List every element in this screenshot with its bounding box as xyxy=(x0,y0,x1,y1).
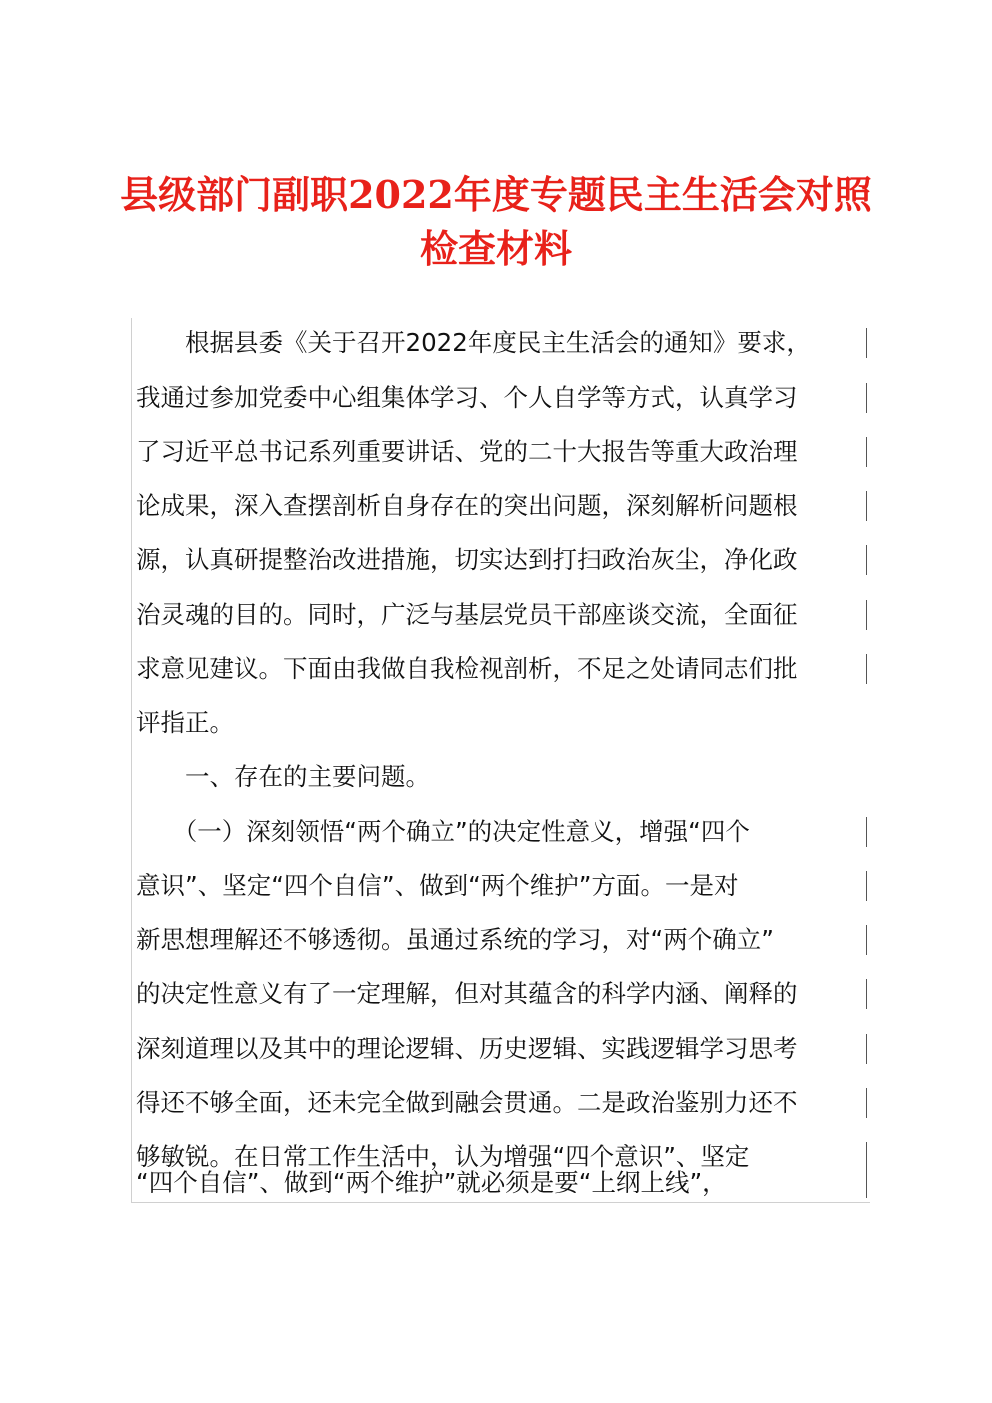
line-end-mark xyxy=(866,1034,867,1064)
document-title-line-1: 县级部门副职2022年度专题民主生活会对照 xyxy=(120,172,872,217)
body-line: 够敏锐。在日常工作生活中，认为增强“四个意识”、坚定 xyxy=(136,1142,750,1171)
body-line: 我通过参加党委中心组集体学习、个人自学等方式，认真学习 xyxy=(136,383,798,412)
line-end-mark xyxy=(866,545,867,575)
line-end-mark xyxy=(866,437,867,467)
body-line: 源，认真研提整治改进措施，切实达到打扫政治灰尘，净化政 xyxy=(136,545,798,574)
line-end-mark xyxy=(866,600,867,630)
line-end-mark xyxy=(866,979,867,1009)
body-line: “四个自信”、做到“两个维护”就必须是要“上纲上线”， xyxy=(136,1168,727,1197)
body-line: 了习近平总书记系列重要讲话、党的二十大报告等重大政治理 xyxy=(136,437,798,466)
line-end-mark xyxy=(866,1088,867,1118)
body-line: 论成果，深入查摆剖析自身存在的突出问题，深刻解析问题根 xyxy=(136,491,798,520)
line-end-mark xyxy=(866,328,867,358)
body-line: 根据县委《关于召开2022年度民主生活会的通知》要求， xyxy=(136,328,811,357)
body-line: 求意见建议。下面由我做自我检视剖析，不足之处请同志们批 xyxy=(136,654,798,683)
section-heading: 一、存在的主要问题。 xyxy=(136,762,430,791)
line-end-mark xyxy=(866,1168,867,1198)
line-end-mark xyxy=(866,871,867,901)
body-line: 的决定性意义有了一定理解，但对其蕴含的科学内涵、阐释的 xyxy=(136,979,798,1008)
line-end-mark xyxy=(866,817,867,847)
line-end-mark xyxy=(866,925,867,955)
body-line: 深刻道理以及其中的理论逻辑、历史逻辑、实践逻辑学习思考 xyxy=(136,1034,798,1063)
line-end-mark xyxy=(866,654,867,684)
line-end-mark xyxy=(866,383,867,413)
body-line: 治灵魂的目的。同时，广泛与基层党员干部座谈交流，全面征 xyxy=(136,600,798,629)
body-line: 意识”、坚定“四个自信”、做到“两个维护”方面。一是对 xyxy=(136,871,739,900)
subsection-heading: （一）深刻领悟“两个确立”的决定性意义，增强“四个 xyxy=(136,817,750,846)
document-title-line-2: 检查材料 xyxy=(419,226,572,271)
line-end-mark xyxy=(866,491,867,521)
body-line: 得还不够全面，还未完全做到融会贯通。二是政治鉴别力还不 xyxy=(136,1088,798,1117)
body-line: 评指正。 xyxy=(136,708,234,737)
body-line: 新思想理解还不够透彻。虽通过系统的学习，对“两个确立” xyxy=(136,925,774,954)
